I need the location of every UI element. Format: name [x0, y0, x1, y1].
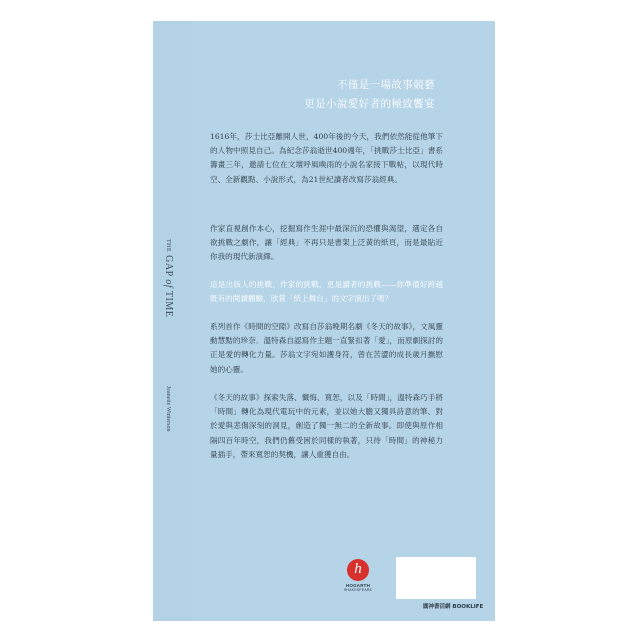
book-back-cover	[153, 21, 495, 621]
paragraph-challenge-highlight: 這是出版人的挑戰、作家的挑戰，更是讀者的挑戰——你準備好跨越既有的閱讀體驗，欣賞「紙上舞台」的文字演出了嗎？	[210, 280, 443, 304]
headline-line-1: 不僅是一場故事競藝	[336, 79, 435, 91]
logo-text-hogarth: HOGARTH	[345, 583, 371, 588]
paragraph-authors: 作家直視創作本心，挖掘寫作生涯中最深沉的恐懼與渴望，選定各自欲挑戰之劇作，讓「經典」不再只是書架上泛黃的紙頁，而是最貼近你我的現代新演繹。	[210, 224, 443, 262]
headline-line-2: 更是小說愛好者的極致饗宴	[304, 98, 435, 110]
spine-title-of: of	[163, 279, 174, 289]
paragraph-intro: 1616年，莎士比亞離開人世，400年後的今天，我們依然能從他筆下的人物中照見自己。為紀念莎翁逝世400週年，「挑戰莎士比亞」書系籌畫三年，邀請七位在文壇呼風喚雨的小說名家接下戰帖，以現代時空、全新觀點、小說形式，為21世紀讀者改寫莎翁經典。	[210, 132, 443, 184]
publisher-label: 圓神書活網 BOOKLIFE	[423, 604, 484, 610]
paragraph-winters-tale: 《冬天的故事》探索失落、懺悔、寬恕，以及「時間」，溫特森巧手將「時間」轉化為現代電玩中的元素，並以她大膽又獨具詩意的筆、對於愛與悲傷深刻的洞見，創造了獨一無二的全新故事。即使與原作相隔四百年時空，我們仍舊受困於同樣的執著，只待「時間」的神秘力量插手，帶來寬恕的契機，讓人重獲自由。	[210, 393, 443, 459]
spine-title-gap: GAP	[163, 255, 174, 280]
barcode-area	[396, 557, 476, 599]
spine-author: Jeanette Winterson	[165, 386, 171, 432]
hogarth-logo-icon: h	[347, 559, 369, 581]
spine-title-time: TIME	[163, 288, 174, 318]
spine-title	[163, 239, 174, 317]
hogarth-shakespeare-logo	[340, 559, 376, 592]
paragraph-first-work: 系列首作《時間的空隙》改寫自莎翁晚期名劇《冬天的故事》，文風靈動慧黠的珍奈．溫特森自認寫作主題一直緊扣著「愛」，而原劇探討的正是愛的轉化力量。莎翁文字宛如護身符，曾在苦澀的成長歲月撫慰她的心靈。	[210, 322, 443, 374]
spine-title-the: THE	[165, 239, 171, 253]
headline	[304, 76, 435, 114]
logo-text-shakespeare: SHAKESPEARE	[343, 588, 373, 592]
book-spine	[153, 21, 193, 621]
